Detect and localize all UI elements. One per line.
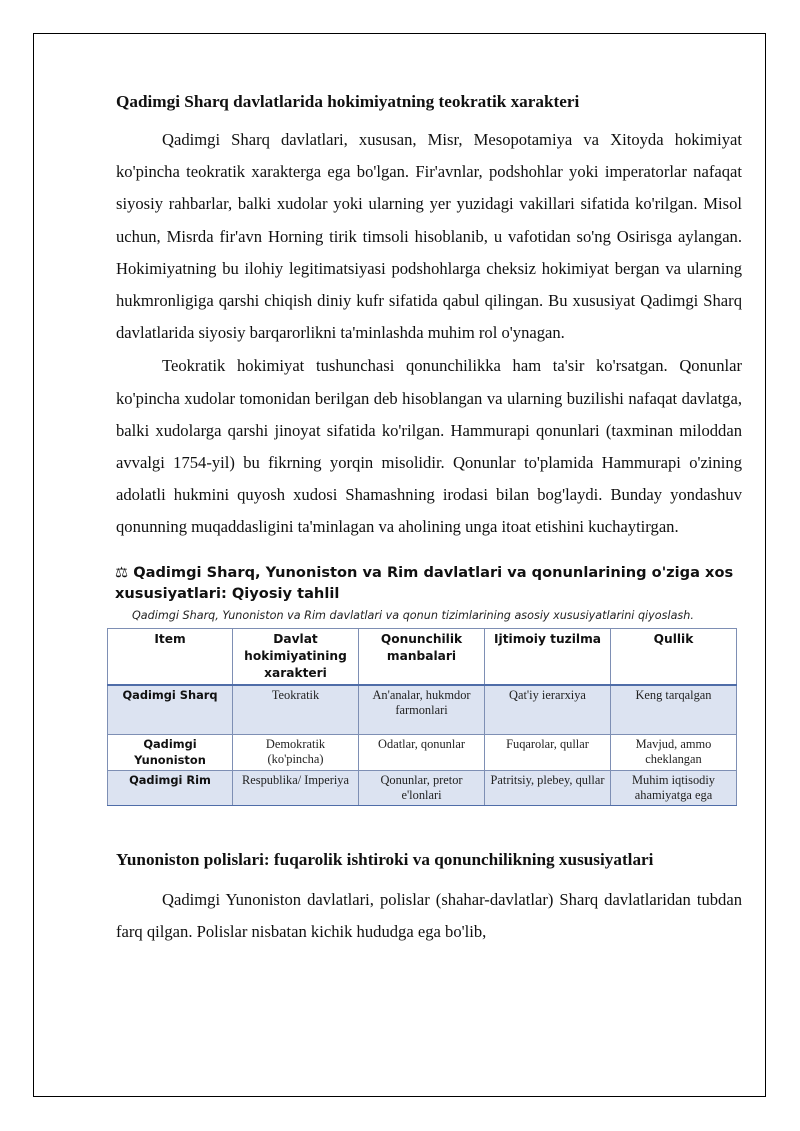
table-row (108, 735, 737, 771)
table-row (108, 771, 737, 806)
comparison-title (115, 562, 742, 604)
col-header-social: Ijtimoiy tuzilma (485, 628, 611, 685)
table-cell: Odatlar, qonunlar (359, 735, 485, 771)
col-header-slavery: Qullik (611, 628, 737, 685)
page-content (116, 85, 742, 949)
paragraph-polis-1: Qadimgi Yunoniston davlatlari, polislar (shahar-davlatlar) Sharq davlatlaridan tubdan farq qilgan. Polislar nisbatan kichik hududga ega bo'lib, (116, 890, 742, 942)
table-cell: Patritsiy, plebey, qullar (485, 771, 611, 806)
table-cell: Fuqarolar, qullar (485, 735, 611, 771)
section-heading-polis: Yunoniston polislari: fuqarolik ishtiroki va qonunchilikning xususiyatlari (116, 850, 654, 870)
paragraph-theocracy-1: Qadimgi Sharq davlatlari, xususan, Misr, Mesopotamiya va Xitoyda hokimiyat ko'pincha teokratik xarakterga ega bo'lgan. Fir'avnlar, podshohlar yoki imperatorlar nafaqat siyosiy rahbarlar, balki xudolar yoki ularning yer yuzidagi vakillari sifatida ko'rilgan. Misol uchun, Misrda fir'avn Horning tirik timsoli hisoblanib, u vafotidan so'ng Osirisga aylangan. Hokimiyatning bu ilohiy legitimatsiyasi podshohlarga cheksiz hokimiyat bergan va ularning hukmronligiga qarshi chiqish diniy kufr sifatida qabul qilingan. Bu xususiyat Qadimgi Sharq davlatlarida siyosiy barqarorlikni ta'minlashda muhim rol o'ynagan. (116, 130, 742, 343)
table-cell: Mavjud, ammo cheklangan (611, 735, 737, 771)
row-head-rome: Qadimgi Rim (108, 771, 233, 806)
table-cell: Keng tarqalgan (611, 685, 737, 735)
table-cell: Qat'iy ierarxiya (485, 685, 611, 735)
scales-icon: ⚖ (115, 563, 129, 581)
table-cell: An'analar, hukmdor farmonlari (359, 685, 485, 735)
comparison-title-text: Qadimgi Sharq, Yunoniston va Rim davlatlari va qonunlarining o'ziga xos xususiyatlari: Qiyosiy tahlil (115, 563, 734, 602)
table-caption: Qadimgi Sharq, Yunoniston va Rim davlatlari va qonun tizimlarining asosiy xususiyatlarini qiyoslash. (132, 608, 694, 622)
comparison-table (107, 628, 737, 807)
table-cell: Demokratik (ko'pincha) (233, 735, 359, 771)
table-cell: Qonunlar, pretor e'lonlari (359, 771, 485, 806)
table-row (108, 685, 737, 735)
table-cell: Muhim iqtisodiy ahamiyatga ega (611, 771, 737, 806)
col-header-item: Item (108, 628, 233, 685)
row-head-greece: Qadimgi Yunoniston (108, 735, 233, 771)
table-cell: Respublika/ Imperiya (233, 771, 359, 806)
col-header-sources: Qonunchilik manbalari (359, 628, 485, 685)
table-header-row (108, 628, 737, 685)
row-head-east: Qadimgi Sharq (108, 685, 233, 735)
paragraph-theocracy-2: Teokratik hokimiyat tushunchasi qonunchilikka ham ta'sir ko'rsatgan. Qonunlar ko'pincha xudolar tomonidan berilgan deb hisoblangan va ularning buzilishi nafaqat davlatga, balki xudolarga qarshi jinoyat sifatida ko'rilgan. Hammurapi qonunlari (taxminan miloddan avvalgi 1754-yil) bu fikrning yorqin misolidir. Qonunlar to'plamida Hammurapi o'zining adolatli hukmini quyosh xudosi Shamashning irodasi bilan bog'laydi. Bunday yondashuv qonunning muqaddasligini ta'minlagan va aholining unga itoat etishini kuchaytirgan. (116, 356, 742, 537)
col-header-power: Davlat hokimiyatining xarakteri (233, 628, 359, 685)
table-cell: Teokratik (233, 685, 359, 735)
section-heading-theocracy: Qadimgi Sharq davlatlarida hokimiyatning teokratik xarakteri (116, 92, 580, 111)
